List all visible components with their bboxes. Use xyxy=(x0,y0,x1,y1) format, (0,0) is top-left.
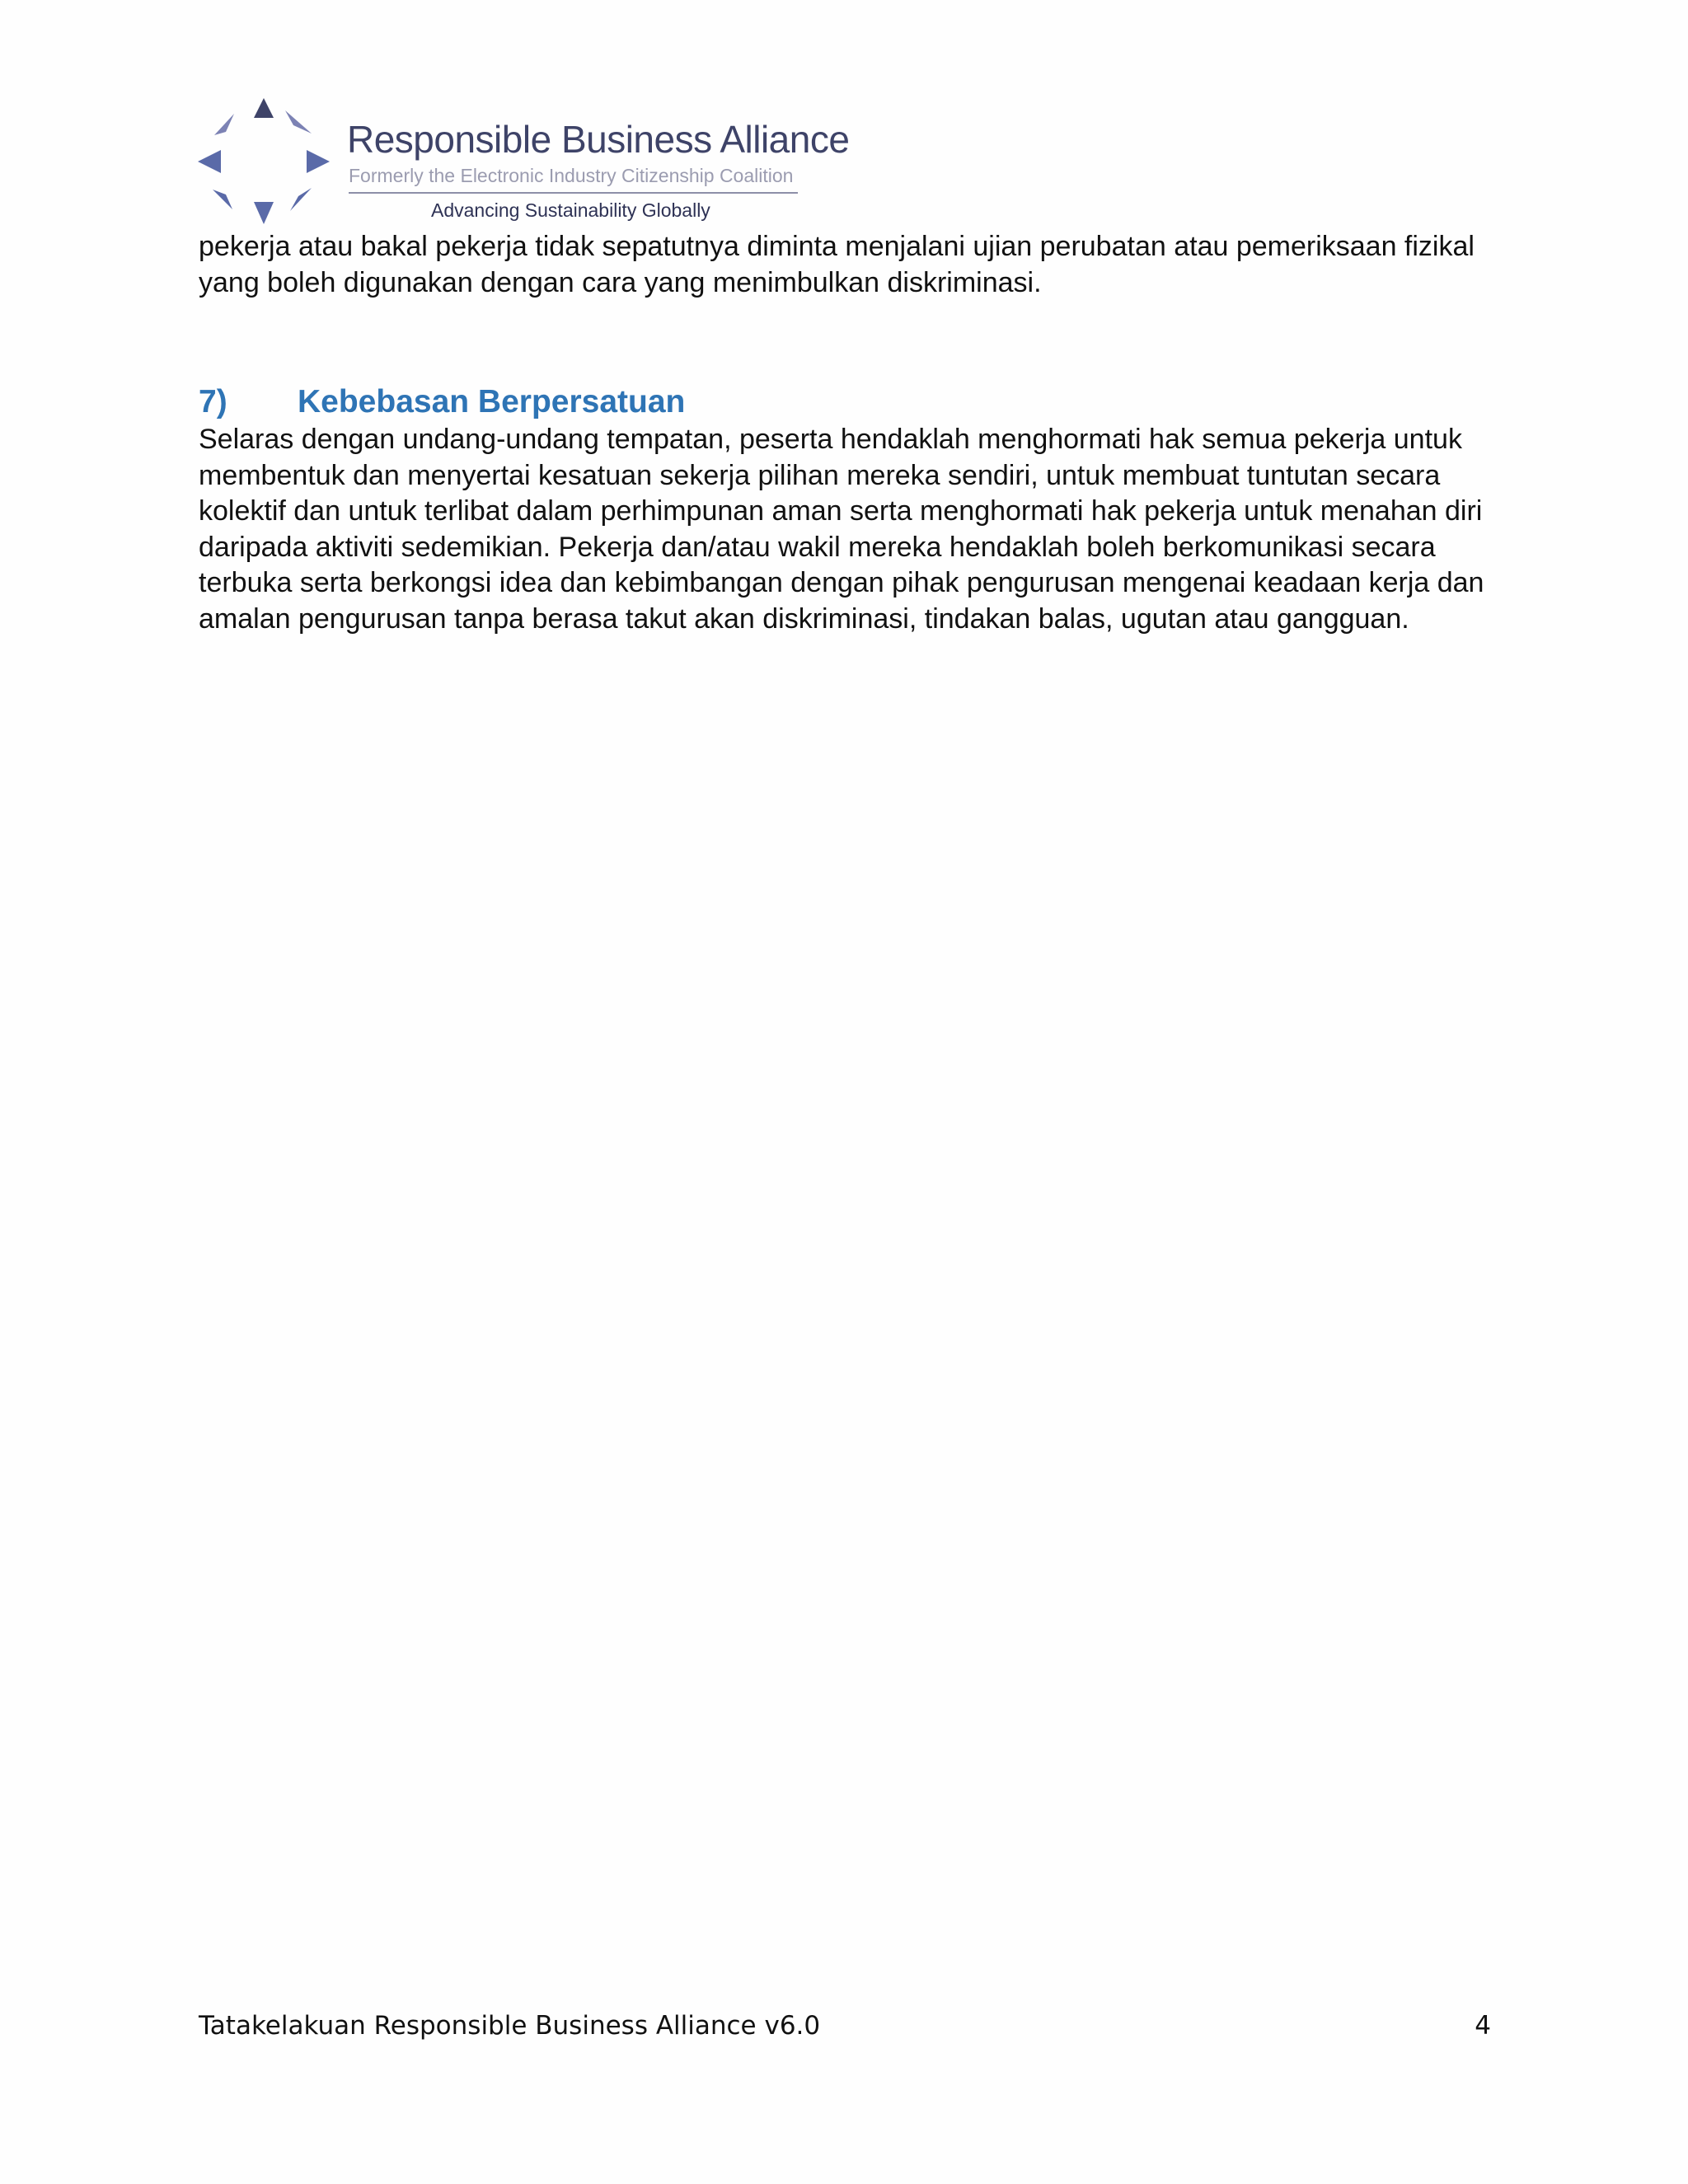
rba-logo xyxy=(196,96,850,236)
logo-tagline: Advancing Sustainability Globally xyxy=(431,199,710,221)
document-body xyxy=(199,229,1501,637)
footer-document-title: Tatakelakuan Responsible Business Alliance v6.0 xyxy=(199,2011,821,2041)
section-paragraph: Selaras dengan undang-undang tempatan, peserta hendaklah menghormati hak semua pekerja untuk membentuk dan menyertai kesatuan sekerja pilihan mereka sendiri, untuk membuat tuntutan secara kolektif dan untuk terlibat dalam perhimpunan aman serta menghormati hak pekerja untuk menahan diri daripada aktiviti sedemikian. Pekerja dan/atau wakil mereka hendaklah boleh berkomunikasi secara terbuka serta berkongsi idea dan kebimbangan dengan pihak pengurusan mengenai keadaan kerja dan amalan pengurusan tanpa berasa takut akan diskriminasi, tindakan balas, ugutan atau gangguan. xyxy=(199,424,1484,635)
compass-logo-icon xyxy=(196,96,332,232)
section-number: 7) xyxy=(199,384,227,419)
page-footer xyxy=(199,2011,1491,2047)
section-title: Kebebasan Berpersatuan xyxy=(298,384,686,419)
continuation-paragraph: pekerja atau bakal pekerja tidak sepatutnya diminta menjalani ujian perubatan atau pemeriksaan fizikal yang boleh digunakan dengan cara yang menimbulkan diskriminasi. xyxy=(199,231,1475,298)
footer-page-number: 4 xyxy=(1475,2011,1491,2041)
logo-former-name: Formerly the Electronic Industry Citizenship Coalition xyxy=(349,165,794,186)
section-heading xyxy=(199,382,1501,422)
logo-divider xyxy=(349,192,798,194)
logo-name: Responsible Business Alliance xyxy=(347,118,850,161)
